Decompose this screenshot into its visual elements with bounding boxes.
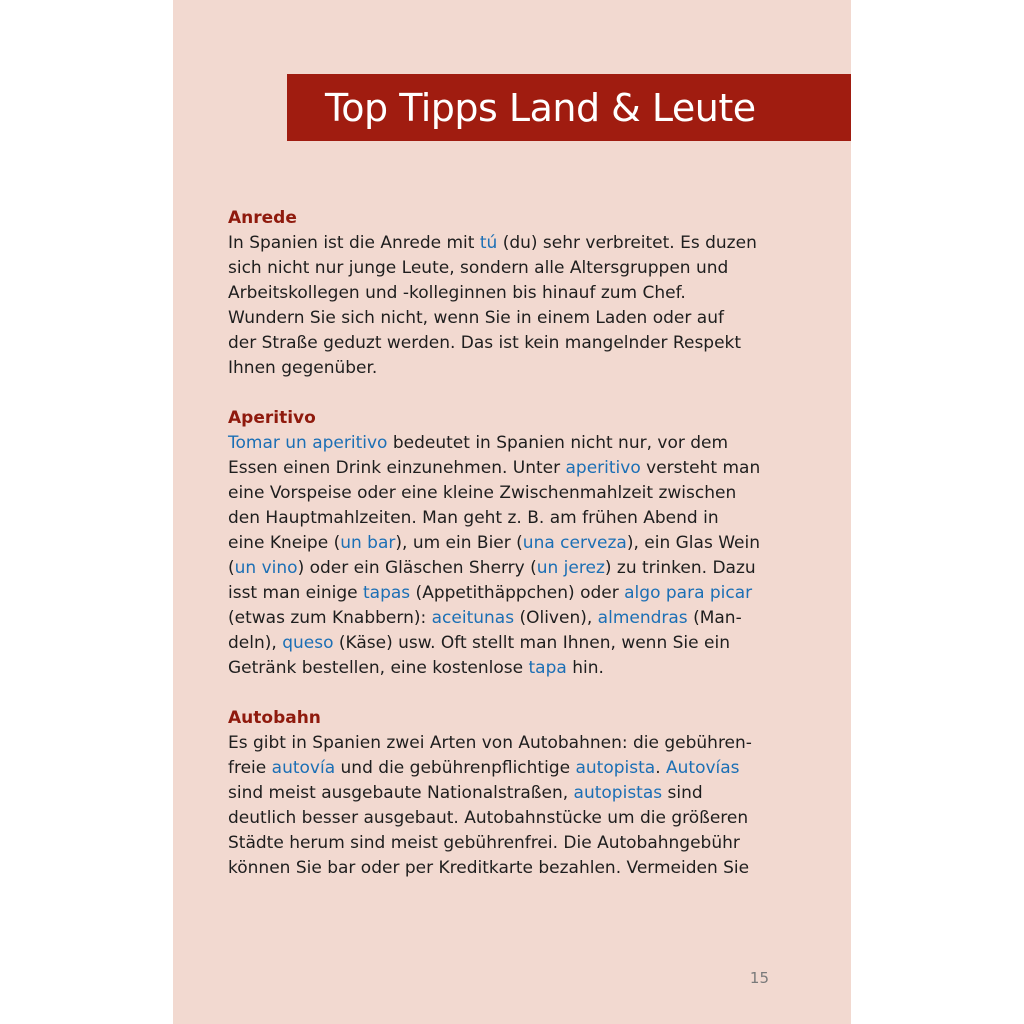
- spanish-term: aperitivo: [565, 458, 641, 478]
- spanish-term: algo para picar: [624, 583, 753, 603]
- body-text: sind: [662, 783, 703, 803]
- section-heading: Aperitivo: [228, 408, 316, 428]
- text-line: [228, 281, 796, 306]
- spanish-term: un jerez: [536, 558, 605, 578]
- text-line: [228, 481, 796, 506]
- text-line: [228, 831, 796, 856]
- text-line: [228, 456, 796, 481]
- body-text: eine Kneipe (: [228, 533, 341, 553]
- body-text: bedeutet in Spanien nicht nur, vor dem: [387, 433, 729, 453]
- text-line: [228, 256, 796, 281]
- text-line: [228, 581, 796, 606]
- body-text: hin.: [566, 658, 604, 678]
- spanish-term: un bar: [340, 533, 396, 553]
- section-anrede: [228, 206, 796, 381]
- body-text: sind meist ausgebaute Nationalstraßen,: [228, 783, 574, 803]
- body-text: (du) sehr verbreitet. Es duzen: [497, 233, 757, 253]
- body-text: ), ein Glas Wein: [626, 533, 760, 553]
- spanish-term: una cerveza: [522, 533, 627, 553]
- body-text: den Hauptmahlzeiten. Man geht z. B. am frühen Abend in: [228, 508, 719, 528]
- spanish-term: Tomar un aperitivo: [228, 433, 388, 453]
- body-text: können Sie bar oder per Kreditkarte bezahlen. Vermeiden Sie: [228, 858, 750, 878]
- spanish-term: un vino: [234, 558, 298, 578]
- page-title: Top Tipps Land & Leute: [325, 85, 756, 130]
- section-autobahn: [228, 706, 796, 881]
- body-text: ), um ein Bier (: [395, 533, 523, 553]
- body-text: ) zu trinken. Dazu: [604, 558, 756, 578]
- text-line: [228, 356, 796, 381]
- body-text: Es gibt in Spanien zwei Arten von Autobahnen: die gebühren-: [228, 733, 752, 753]
- body-text: eine Vorspeise oder eine kleine Zwischenmahlzeit zwischen: [228, 483, 737, 503]
- section-aperitivo: [228, 406, 796, 681]
- spanish-term: queso: [282, 633, 334, 653]
- spanish-term: autovía: [271, 758, 336, 778]
- body-text: ) oder ein Gläschen Sherry (: [297, 558, 537, 578]
- spanish-term: tapa: [528, 658, 567, 678]
- body-text: deln),: [228, 633, 283, 653]
- body-text: (Appetithäppchen) oder: [410, 583, 625, 603]
- body-text: Getränk bestellen, eine kostenlose: [228, 658, 529, 678]
- text-line: [228, 781, 796, 806]
- text-line: [228, 306, 796, 331]
- body-text: In Spanien ist die Anrede mit: [228, 233, 480, 253]
- body-text: .: [655, 758, 667, 778]
- body-text: (etwas zum Knabbern):: [228, 608, 432, 628]
- text-line: [228, 631, 796, 656]
- body-text: (: [228, 558, 235, 578]
- text-line: [228, 431, 796, 456]
- spanish-term: tapas: [363, 583, 411, 603]
- text-line: [228, 856, 796, 881]
- body-text: (Oliven),: [514, 608, 598, 628]
- body-text: (Man-: [687, 608, 742, 628]
- spanish-term: tú: [479, 233, 498, 253]
- body-text: Arbeitskollegen und -kolleginnen bis hinauf zum Chef.: [228, 283, 686, 303]
- body-text: Wundern Sie sich nicht, wenn Sie in einem Laden oder auf: [228, 308, 724, 328]
- section-heading: Autobahn: [228, 708, 321, 728]
- text-line: [228, 531, 796, 556]
- spanish-term: autopistas: [573, 783, 663, 803]
- text-line: [228, 606, 796, 631]
- spanish-term: almendras: [597, 608, 688, 628]
- spanish-term: autopista: [575, 758, 656, 778]
- spanish-term: Autovías: [666, 758, 740, 778]
- body-text: freie: [228, 758, 272, 778]
- body-text: und die gebührenpflichtige: [335, 758, 576, 778]
- body-text: sich nicht nur junge Leute, sondern alle Altersgruppen und: [228, 258, 729, 278]
- body-text: deutlich besser ausgebaut. Autobahnstücke um die größeren: [228, 808, 749, 828]
- title-banner: [287, 74, 851, 141]
- body-text: Ihnen gegenüber.: [228, 358, 378, 378]
- text-line: [228, 756, 796, 781]
- book-page: [173, 0, 851, 1024]
- text-line: [228, 731, 796, 756]
- body-text: isst man einige: [228, 583, 363, 603]
- body-text: Städte herum sind meist gebührenfrei. Die Autobahngebühr: [228, 833, 740, 853]
- text-line: [228, 506, 796, 531]
- page-content: [228, 206, 796, 906]
- section-heading: Anrede: [228, 208, 297, 228]
- text-line: [228, 231, 796, 256]
- body-text: versteht man: [640, 458, 761, 478]
- page-number: 15: [749, 969, 769, 987]
- body-text: Essen einen Drink einzunehmen. Unter: [228, 458, 566, 478]
- text-line: [228, 556, 796, 581]
- text-line: [228, 806, 796, 831]
- text-line: [228, 656, 796, 681]
- body-text: der Straße geduzt werden. Das ist kein mangelnder Respekt: [228, 333, 742, 353]
- spanish-term: aceitunas: [431, 608, 515, 628]
- text-line: [228, 331, 796, 356]
- body-text: (Käse) usw. Oft stellt man Ihnen, wenn Sie ein: [333, 633, 730, 653]
